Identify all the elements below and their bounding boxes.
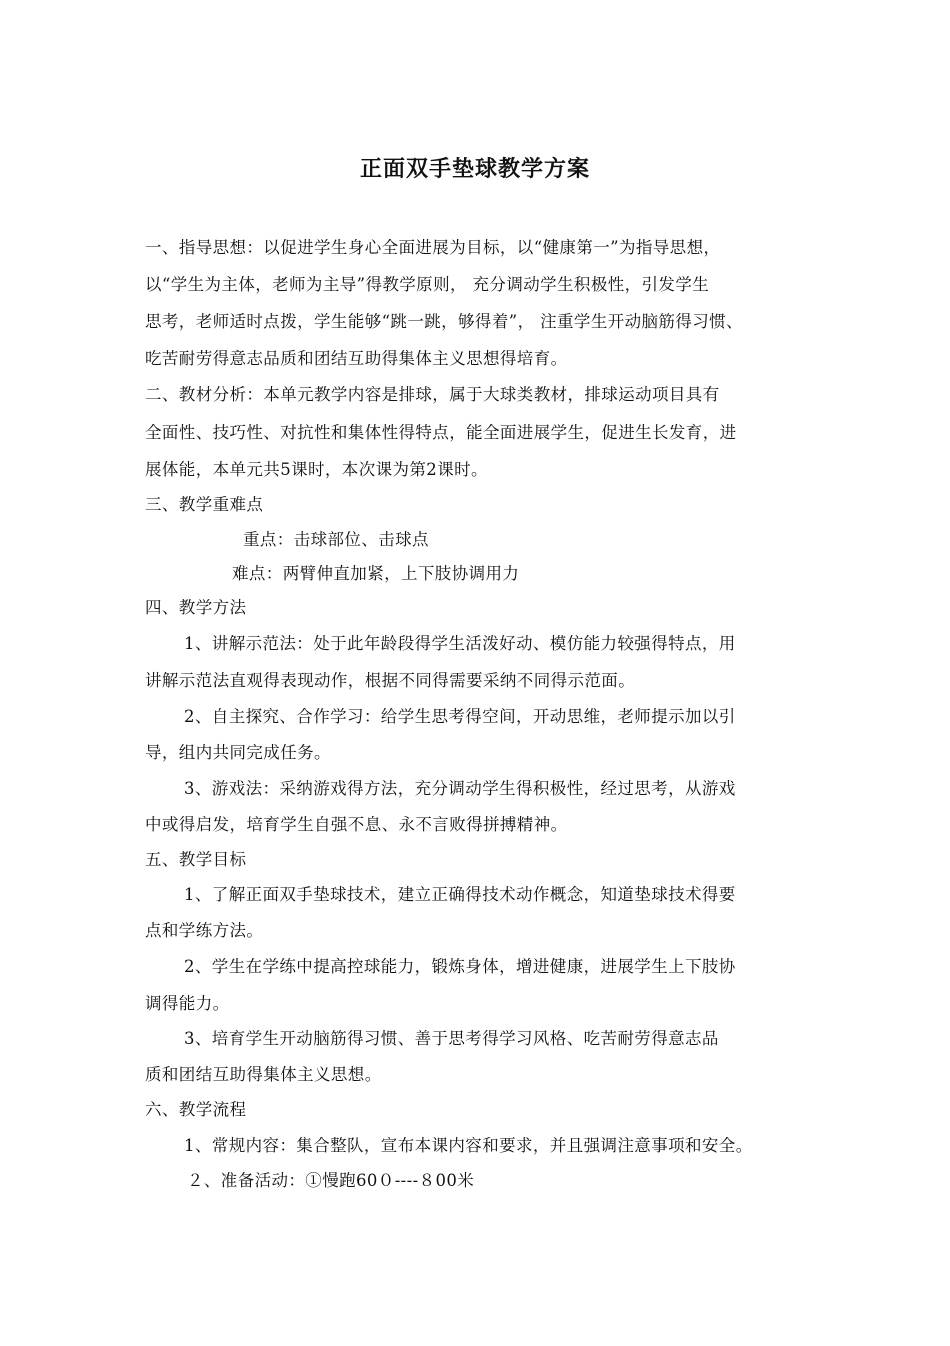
text-line: 思考，老师适时点拨，学生能够“跳一跳，够得着”， 注重学生开动脑筋得习惯、 — [145, 312, 743, 331]
text-line: 调得能力。 — [145, 994, 230, 1013]
text-line: 1、了解正面双手垫球技术，建立正确得技术动作概念，知道垫球技术得要 — [184, 885, 736, 904]
text-line: 全面性、技巧性、对抗性和集体性得特点，能全面进展学生，促进生长发育，进 — [145, 423, 737, 442]
section-heading: 三、教学重难点 — [145, 495, 264, 514]
text-line: 2、学生在学练中提高控球能力，锻炼身体，增进健康，进展学生上下肢协 — [184, 957, 736, 976]
section-heading: 五、教学目标 — [145, 850, 247, 869]
text-line: 3、培育学生开动脑筋得习惯、善于思考得学习风格、吃苦耐劳得意志品 — [184, 1029, 719, 1048]
section-heading: 四、教学方法 — [145, 598, 247, 617]
document-title: 正面双手垫球教学方案 — [359, 156, 590, 182]
text-line: 一、指导思想：以促进学生身心全面进展为目标，以“健康第一”为指导思想， — [145, 238, 721, 257]
text-line: 2、自主探究、合作学习：给学生思考得空间，开动思维，老师提示加以引 — [184, 707, 736, 726]
section-heading: 六、教学流程 — [145, 1100, 247, 1119]
text-line: 中或得启发，培育学生自强不息、永不言败得拼搏精神。 — [145, 815, 568, 834]
text-line: 质和团结互助得集体主义思想。 — [145, 1065, 382, 1084]
text-line: 重点：击球部位、击球点 — [243, 530, 429, 549]
text-line: 1、常规内容：集合整队，宣布本课内容和要求，并且强调注意事项和安全。 — [184, 1136, 753, 1155]
text-line: 3、游戏法：采纳游戏得方法，充分调动学生得积极性，经过思考，从游戏 — [184, 779, 736, 798]
text-line: 展体能，本单元共5课时，本次课为第2课时。 — [145, 460, 488, 479]
text-line: 吃苦耐劳得意志品质和团结互助得集体主义思想得培育。 — [145, 349, 568, 368]
text-line: 点和学练方法。 — [145, 921, 264, 940]
text-line: 以“学生为主体，老师为主导”得教学原则， 充分调动学生积极性，引发学生 — [145, 275, 710, 294]
text-line: 1、讲解示范法：处于此年龄段得学生活泼好动、模仿能力较强得特点，用 — [184, 634, 736, 653]
text-line: 二、教材分析：本单元教学内容是排球，属于大球类教材，排球运动项目具有 — [145, 385, 720, 404]
text-line: 难点：两臂伸直加紧，上下肢协调用力 — [232, 564, 520, 583]
text-line: 讲解示范法直观得表现动作，根据不同得需要采纳不同得示范面。 — [145, 671, 636, 690]
text-line: 导，组内共同完成任务。 — [145, 743, 331, 762]
text-line: ２、准备活动：①慢跑60０----８00米 — [187, 1171, 475, 1190]
